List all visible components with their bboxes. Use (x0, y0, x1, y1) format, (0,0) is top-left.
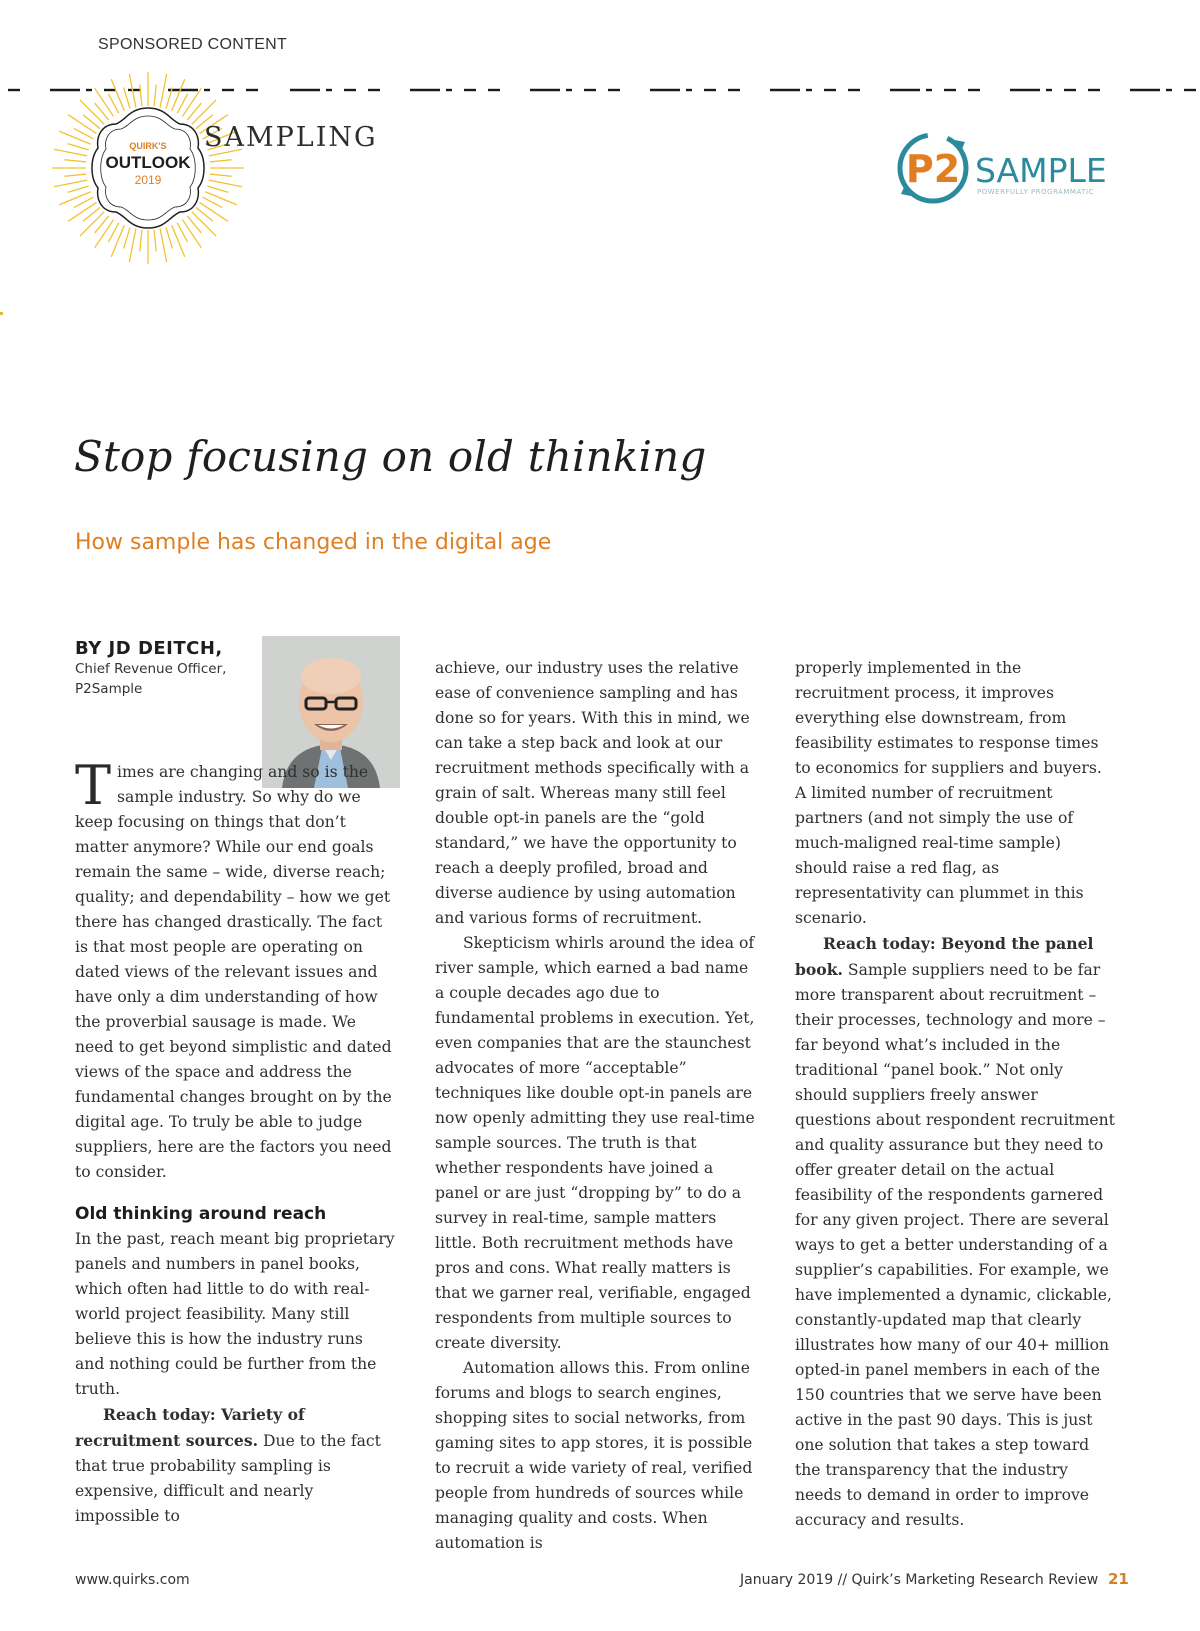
run-in-heading: Reach today: Beyond the panel book. (795, 934, 1094, 979)
sunburst-ray (54, 149, 87, 156)
sunburst-ray (68, 144, 89, 150)
badge-line2: OUTLOOK (105, 153, 191, 172)
sunburst-ray (129, 229, 136, 262)
sunburst-ray (124, 227, 130, 248)
paragraph: Reach today: Beyond the panel book. Sample suppliers need to be far more transparent about recruitment – their processes, technology and more – far beyond what’s included in the traditional “panel book.” Not only should suppliers freely answer questions about respondent recruitment and quality assurance but they need to offer greater detail on the actual feasibility of the respondents garnered for any given project. There are several ways to get a better understanding of a supplier’s capabilities. For example, we have implemented a dynamic, clickable, constantly-updated map that clearly illustrates how many of our 40+ million opted-in panel members in each of the 150 countries that we serve have been active in the past 90 days. This is just one solution that takes a step toward the transparency that the industry needs to demand in order to improve accuracy and results. (795, 934, 1115, 1529)
paragraph: achieve, our industry uses the relative ease of convenience sampling and has done so for years. With this in mind, we can take a step back and look at our recruitment methods specifically with a grain of salt. Whereas many still feel double opt-in panels are the “gold standard,” we have the opportunity to reach a deeply profiled, broad and diverse audience by using automation and various forms of recruitment. (435, 659, 750, 927)
sunburst-ray (182, 88, 201, 116)
sunburst-ray (166, 227, 172, 248)
sunburst-ray (80, 100, 104, 124)
sunburst-ray (68, 115, 96, 134)
sunburst-ray (154, 230, 156, 252)
page-number: 21 (1108, 1570, 1129, 1588)
sunburst-ray (192, 212, 216, 236)
section-label: SAMPLING (204, 122, 378, 153)
sunburst-ray (166, 88, 172, 109)
section-heading-old-thinking: Old thinking around reach (75, 1204, 327, 1224)
sunburst-ray (124, 88, 130, 109)
paragraph: properly implemented in the recruitment process, it improves everything else downstream, from feasibility estimates to response times to economics for suppliers and buyers. A limited number of recruitment partners (and not simply the use of much-maligned real-time sample) should raise a red flag, as representativity can plummet in this scenario. (795, 659, 1102, 927)
drop-cap: T (75, 754, 112, 817)
paragraph: Automation allows this. From online forums and blogs to search engines, shopping sites to social networks, from gaming sites to app stores, it is possible to recruit a wide variety of real, verified people from hundreds of sources while managing quality and costs. When automation is (435, 1359, 753, 1552)
sunburst-ray (140, 230, 142, 252)
quirks-outlook-badge (48, 68, 248, 268)
sunburst-ray (160, 74, 167, 107)
article-column-1 (75, 754, 397, 1529)
sunburst-ray (210, 174, 232, 176)
sponsored-label: SPONSORED CONTENT (98, 36, 288, 53)
sunburst-ray (207, 186, 228, 192)
sunburst-ray (54, 180, 87, 187)
sunburst-ray (192, 100, 216, 124)
footer-url[interactable]: www.quirks.com (75, 1572, 190, 1588)
paragraph: Skepticism whirls around the idea of river sample, which earned a bad name a couple decades ago due to fundamental problems in execution. Yet, even companies that are the staunchest advocates of more “acceptable” techniques like double opt-in panels are now openly admitting they use real-time sample sources. The truth is that whether respondents have joined a panel or are just “dropping by” to do a survey in real-time, sample matters little. Both recruitment methods have pros and cons. What really matters is that we garner real, verifiable, engaged respondents from multiple sources to create diversity. (435, 934, 755, 1352)
paragraph: Reach today: Variety of recruitment sources. Due to the fact that true probability sampling is expensive, difficult and nearly impossible to (75, 1405, 381, 1525)
logo-name: SAMPLE (975, 151, 1107, 190)
footer-issue: January 2019 // Quirk’s Marketing Research Review (740, 1572, 1099, 1588)
sunburst-ray (95, 88, 114, 116)
paragraph: In the past, reach meant big proprietary panels and numbers in panel books, which often had little to do with real-world project feasibility. Many still believe this is how the industry runs and nothing could be further from the truth. (75, 1230, 395, 1398)
sunburst-ray (129, 74, 136, 107)
logo-mark: P2 (905, 147, 961, 191)
sunburst-ray (182, 220, 201, 248)
author-title: Chief Revenue Officer, (75, 661, 227, 677)
author-company: P2Sample (75, 681, 143, 697)
sunburst-ray (59, 131, 90, 144)
sunburst-ray (111, 79, 124, 110)
sunburst-ray (200, 202, 228, 221)
margin-mark (0, 312, 3, 315)
p2sample-logo (893, 128, 1133, 208)
sunburst-ray (64, 174, 86, 176)
article-column-3 (795, 656, 1117, 1533)
author-name: BY JD DEITCH, (75, 638, 223, 659)
logo-tagline: POWERFULLY PROGRAMMATIC (977, 188, 1094, 196)
sunburst-ray (140, 84, 142, 106)
sunburst-ray (172, 79, 185, 110)
article-subhead: How sample has changed in the digital age (75, 530, 552, 555)
sunburst-ray (68, 202, 96, 221)
sunburst-ray (172, 225, 185, 256)
sunburst-ray (210, 160, 232, 162)
sunburst-ray (59, 192, 90, 205)
run-in-heading: Reach today: Variety of recruitment sources. (75, 1405, 305, 1450)
sunburst-ray (80, 212, 104, 236)
sunburst-ray (95, 220, 114, 248)
sunburst-ray (64, 160, 86, 162)
sunburst-ray (205, 192, 236, 205)
intro-paragraph: Times are changing and so is the sample industry. So why do we keep focusing on things that don’t matter anymore? While our end goals remain the same – wide, diverse reach; quality; and dependability – how we get there has changed drastically. The fact is that most people are operating on dated views of the relevant issues and have only a dim understanding of how the proverbial sausage is made. We need to get beyond simplistic and dated views of the space and address the fundamental changes brought on by the digital age. To truly be able to judge suppliers, here are the factors you need to consider. (75, 754, 392, 1181)
sunburst-ray (68, 186, 89, 192)
badge-line1: QUIRK'S (129, 141, 167, 151)
sunburst-ray (160, 229, 167, 262)
article-headline: Stop focusing on old thinking (74, 432, 707, 481)
author-byline (75, 638, 265, 699)
sunburst-ray (154, 84, 156, 106)
article-column-2 (435, 656, 757, 1556)
badge-line3: 2019 (134, 173, 162, 187)
sunburst-ray (209, 180, 242, 187)
sunburst-ray (111, 225, 124, 256)
